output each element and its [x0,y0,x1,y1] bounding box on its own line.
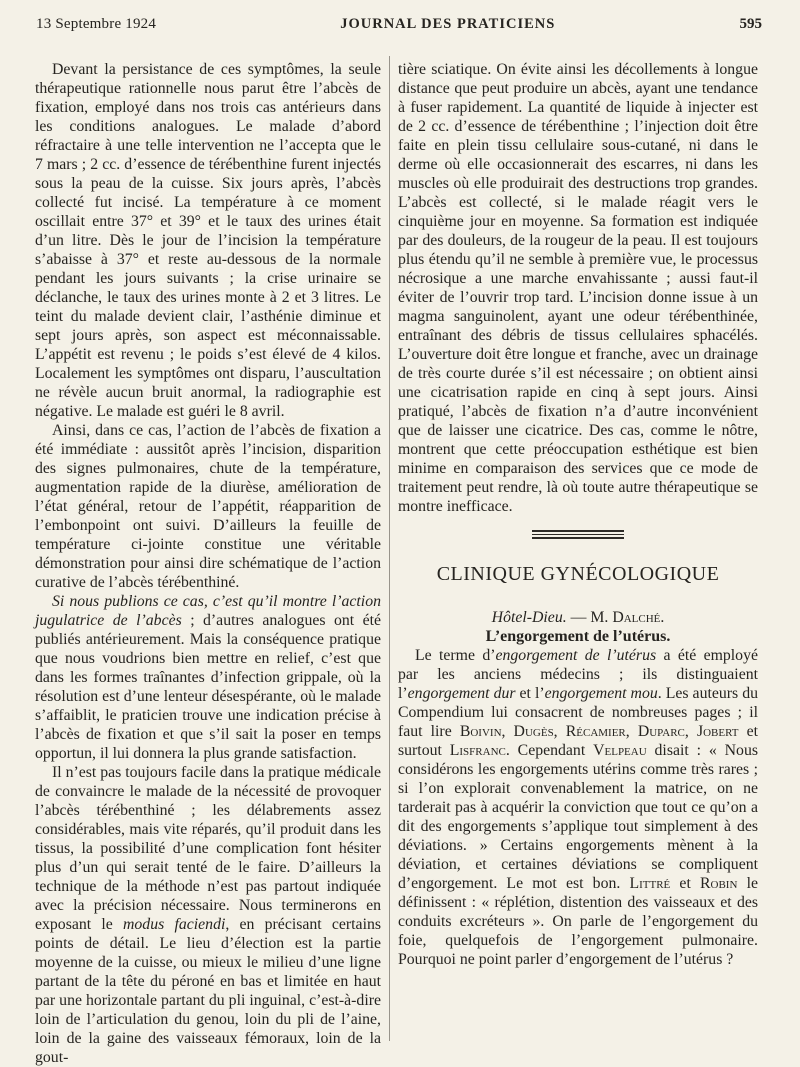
paragraph: tière sciatique. On évite ainsi les décollements à longue distance que peut produire un abcès, ayant une tendance à fuser rapidement. La quantité de liquide à injecter est de 2 cc. d’essence de térébenthine ; l’injection doit être faite en plein tissu cellulaire sous-cutané, ni dans le derme où elle occasionnerait des escarres, ni dans les muscles où elle produirait des destructions trop grandes. L’abcès est collecté, si le malade réagit vers le cinquième jour en moyenne. Sa formation est indiquée par des douleurs, de la rougeur de la peau. Il est toujours plus étendu qu’il ne semble à première vue, le processus nécrosique a une marche envahissante ; aussi faut-il éviter de l’ouvrir trop tard. L’incision donne issue à un magma sanguinolent, ayant une odeur térébenthinée, entraînant des débris de tissus cellulaires sphacélés. L’ouverture doit être longue et franche, avec un drainage de très courte durée s’il est nécessaire ; on obtient ainsi une cicatrisation rapide en cinq à sept jours. Ainsi pratiqué, l’abcès de fixation n’a d’autre inconvénient que de laisser une cicatrice. Des cas, comme le nôtre, montrent que cette préoccupation esthétique est bien minime en comparaison des services que ce mode de traitement peut rendre, là où toute autre thérapeutique se montre inefficace. [398,61,758,515]
left-column [35,60,381,1067]
header-date: 13 Septembre 1924 [36,16,157,32]
author-name: Dalché [612,609,661,626]
italic-statement: Si nous publions ce cas, c’est qu’il montre l’action jugulatrice de l’abcès [35,593,381,629]
section-title: CLINIQUE GYNÉCOLOGIQUE [436,563,720,585]
article-title: L’engorgement de l’utérus. [485,628,671,645]
running-header [36,16,762,38]
paragraph: Il n’est pas toujours facile dans la pratique médicale de convaincre le malade de la nécessité de provoquer l’abcès térébenthiné ; les délabrements assez considérables, mais vite réparés, qu’il produit dans les tissus, la possibilité d’une complication font hésiter plus d’un qui serait tenté de le faire. D’ailleurs la technique de la méthode n’est pas partout indiquée avec la précision nécessaire. Nous terminerons en exposant le modus faciendi, en précisant certains points de détail. Le lieu d’élection est la partie moyenne de la cuisse, ou mieux le milieu d’une ligne partant de la tête du péroné en bas et limitée en haut par une horizontale partant du pli inguinal, c’est-à-dire loin de l’articulation du genou, loin du pli de l’aine, loin de la gaine des vaisseaux fémoraux, loin de la gout- [35,764,382,1066]
italic-term: modus faciendi [123,916,226,933]
paragraph: Ainsi, dans ce cas, l’action de l’abcès de fixation a été immédiate : aussitôt après l’incision, disparition des signes pulmonaires, chute de la température, augmentation rapide de la diurèse, amélioration de l’état général, retour de l’appétit, réapparition de l’embonpoint ont suivi. D’ailleurs la feuille de température ci-jointe constitue une véritable démonstration pour ainsi dire schématique de l’action curative de l’abcès térébenthiné. [35,422,381,591]
header-journal-title: JOURNAL DES PRATICIENS [340,16,556,32]
column-rule [389,56,390,1041]
right-column [398,60,758,969]
paragraph: Devant la persistance de ces symptômes, la seule thérapeutique rationnelle nous parut être l’abcès de fixation, employé dans nos trois cas antérieurs dans les conditions analogues. Le malade d’abord réfractaire à une telle intervention ne l’accepta que le 7 mars ; 2 cc. d’essence de térébenthine furent injectés sous la peau de la cuisse. Six jours après, l’abcès collecté fut incisé. La température à ce moment oscillait entre 37° et 39° et le taux des urines était d’un litre. Dès le jour de l’incision la température s’abaisse à 37° et reste au-dessous de la normale pendant les jours suivants ; la crise urinaire se déclanche, le taux des urines monte à 2 et 3 litres. Le teint du malade devient clair, l’asthénie diminue et sept jours après, son aspect est méconnaissable. L’appétit est revenu ; le poids s’est élevé de 4 kilos. Localement les symptômes ont disparu, l’auscultation ne révèle aucun bruit anormal, la radiographie est négative. Le malade est guéri le 8 avril. [35,61,381,420]
page-number: 595 [739,16,762,32]
paragraph: Si nous publions ce cas, c’est qu’il montre l’action jugulatrice de l’abcès ; d’autres analogues ont été publiés antérieurement. Mais la conséquence pratique que nous voudrions bien mettre en relief, c’est que dans les formes traînantes d’infection grippale, où la résolution est d’une lenteur désespérante, où le malade s’affaiblit, le praticien trouve une indication précise à l’abcès de fixation et que s’il sait la poser en temps opportun, il lui donnera la plus grande satisfaction. [35,593,382,762]
paragraph: Le terme d’engorgement de l’utérus a été employé par les anciens médecins ; ils distinguaient l’engorgement dur et l’engorgement mou. Les auteurs du Compendium lui consacrent de nombreuses pages ; il faut lire Boivin, Dugès, Récamier, Duparc, Jobert et surtout Lisfranc. Cependant Velpeau disait : « Nous considérons les engorgements utérins comme très rares ; si l’on explorait convenablement la matrice, on ne tarderait pas à acquérir la conviction que tout ce qu’on a dit des engorgements s’applique tout simplement à des déviations. » Certains engorgements mènent à la déviation, et certaines déviations se compliquent d’engorgement. Le mot est bon. Littré et Robin le définissent : « réplétion, distention des vaisseaux et des conduits excréteurs ». On parle de l’engorgement du foie, quelquefois de l’engorgement pulmonaire. Pourquoi ne point parler d’engorgement de l’utérus ? [398,647,758,968]
article-byline: Hôtel-Dieu. — M. Dalché. [491,609,665,626]
author-names: Boivin, Dugès, Récamier, Duparc, Jobert [459,723,739,740]
section-divider [532,530,624,539]
